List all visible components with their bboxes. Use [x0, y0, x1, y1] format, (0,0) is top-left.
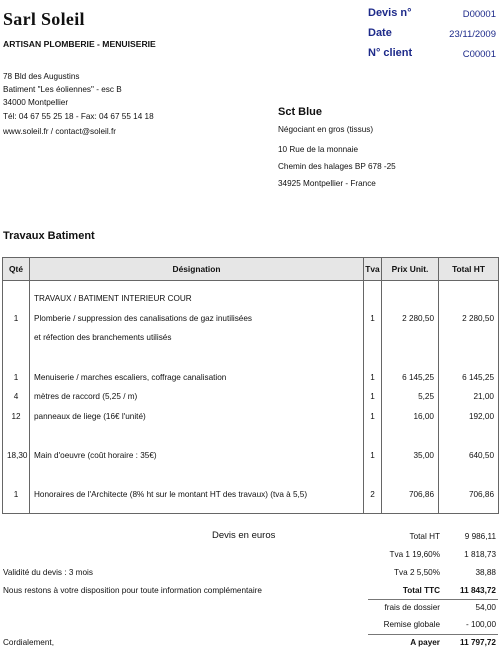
header-qty: Qté: [3, 258, 30, 281]
cell-qty: [3, 505, 30, 514]
cell-unit-price: [382, 426, 439, 446]
total-label: Tva 2 5,50%: [394, 568, 440, 577]
cell-total: [439, 426, 499, 446]
totals-divider: [368, 599, 498, 600]
cell-qty: 1: [3, 309, 30, 329]
client-number-value: C00001: [462, 49, 496, 60]
total-label: Total HT: [409, 532, 440, 541]
cell-unit-price: 5,25: [382, 387, 439, 407]
cell-tva: 1: [364, 387, 382, 407]
cell-designation: Plomberie / suppression des canalisations de gaz inutilisées: [30, 309, 364, 329]
cell-total: 192,00: [439, 407, 499, 427]
cell-qty: 12: [3, 407, 30, 427]
total-label: Remise globale: [383, 620, 440, 629]
cell-designation: TRAVAUX / BATIMENT INTERIEUR COUR: [30, 289, 364, 309]
cell-tva: 1: [364, 407, 382, 427]
cell-designation: mètres de raccord (5,25 / m): [30, 387, 364, 407]
cell-unit-price: [382, 289, 439, 309]
cell-total: 21,00: [439, 387, 499, 407]
cell-total: [439, 328, 499, 348]
table-row: [3, 281, 499, 290]
cell-qty: [3, 328, 30, 348]
total-label: A payer: [410, 638, 440, 647]
cell-tva: [364, 289, 382, 309]
quote-number-label: Devis n°: [368, 7, 412, 19]
total-value: 54,00: [475, 603, 496, 612]
items-table: [2, 257, 499, 514]
cell-unit-price: 6 145,25: [382, 367, 439, 387]
total-label: Total TTC: [402, 586, 440, 595]
table-row: [3, 407, 499, 427]
cell-tva: [364, 348, 382, 368]
table-row: [3, 387, 499, 407]
table-row: [3, 505, 499, 514]
cell-qty: [3, 348, 30, 368]
cell-tva: 1: [364, 367, 382, 387]
cell-qty: [3, 281, 30, 290]
totals-divider: [368, 634, 498, 635]
cell-total: 6 145,25: [439, 367, 499, 387]
table-row: [3, 328, 499, 348]
cell-total: [439, 289, 499, 309]
cell-total: [439, 281, 499, 290]
cell-tva: 1: [364, 309, 382, 329]
client-address-line-3: 34925 Montpellier - France: [278, 179, 376, 188]
company-web-email: www.soleil.fr / contact@soleil.fr: [3, 127, 116, 136]
company-phone-fax: Tél: 04 67 55 25 18 - Fax: 04 67 55 14 18: [3, 112, 154, 121]
client-address-line-1: 10 Rue de la monnaie: [278, 145, 359, 154]
cell-qty: 18,30: [3, 446, 30, 466]
total-value: - 100,00: [465, 620, 496, 629]
client-name: Sct Blue: [278, 106, 323, 118]
cell-tva: 1: [364, 446, 382, 466]
table-row: [3, 348, 499, 368]
cell-unit-price: [382, 465, 439, 485]
date-label: Date: [368, 27, 392, 39]
total-value: 11 843,72: [460, 586, 496, 595]
total-value: 11 797,72: [460, 638, 496, 647]
cell-qty: 1: [3, 367, 30, 387]
table-row: [3, 465, 499, 485]
cell-unit-price: [382, 348, 439, 368]
cell-designation: [30, 505, 364, 514]
closing-note: Cordialement,: [3, 638, 54, 647]
table-header-row: [3, 258, 499, 281]
cell-designation: Main d'oeuvre (coût horaire : 35€): [30, 446, 364, 466]
cell-designation: Menuiserie / marches escaliers, coffrage canalisation: [30, 367, 364, 387]
header-designation: Désignation: [30, 258, 364, 281]
cell-qty: 4: [3, 387, 30, 407]
total-label: Tva 1 19,60%: [389, 550, 440, 559]
cell-qty: 1: [3, 485, 30, 505]
cell-qty: [3, 289, 30, 309]
header-total: Total HT: [439, 258, 499, 281]
company-address-line-2: Batiment "Les éoliennes" - esc B: [3, 85, 122, 94]
table-row: [3, 446, 499, 466]
availability-note: Nous restons à votre disposition pour toute information complémentaire: [3, 586, 262, 595]
cell-unit-price: [382, 328, 439, 348]
header-unit-price: Prix Unit.: [382, 258, 439, 281]
company-address-line-1: 78 Bld des Augustins: [3, 72, 80, 81]
cell-total: [439, 505, 499, 514]
cell-unit-price: 2 280,50: [382, 309, 439, 329]
cell-designation: [30, 426, 364, 446]
cell-tva: [364, 426, 382, 446]
cell-designation: [30, 281, 364, 290]
cell-total: [439, 465, 499, 485]
cell-unit-price: [382, 281, 439, 290]
header-tva: Tva: [364, 258, 382, 281]
cell-total: 640,50: [439, 446, 499, 466]
table-row: [3, 289, 499, 309]
company-name: Sarl Soleil: [3, 9, 85, 29]
cell-tva: 2: [364, 485, 382, 505]
company-address-line-3: 34000 Montpellier: [3, 98, 69, 107]
cell-unit-price: [382, 505, 439, 514]
date-value: 23/11/2009: [449, 29, 496, 40]
cell-qty: [3, 465, 30, 485]
section-title: Travaux Batiment: [3, 230, 95, 242]
client-address-line-2: Chemin des halages BP 678 -25: [278, 162, 396, 171]
cell-unit-price: 706,86: [382, 485, 439, 505]
cell-tva: [364, 328, 382, 348]
cell-unit-price: 35,00: [382, 446, 439, 466]
currency-note: Devis en euros: [212, 530, 276, 541]
table-row: [3, 309, 499, 329]
table-row: [3, 367, 499, 387]
quote-number-value: D00001: [462, 9, 496, 20]
company-activity: ARTISAN PLOMBERIE - MENUISERIE: [3, 39, 156, 49]
total-value: 9 986,11: [464, 532, 496, 541]
table-row: [3, 426, 499, 446]
cell-total: 2 280,50: [439, 309, 499, 329]
client-description: Négociant en gros (tissus): [278, 125, 374, 134]
cell-tva: [364, 281, 382, 290]
total-label: frais de dossier: [384, 603, 440, 612]
cell-total: [439, 348, 499, 368]
cell-designation: [30, 348, 364, 368]
table-row: [3, 485, 499, 505]
cell-tva: [364, 465, 382, 485]
validity-note: Validité du devis : 3 mois: [3, 568, 93, 577]
cell-qty: [3, 426, 30, 446]
cell-designation: panneaux de liege (16€ l'unité): [30, 407, 364, 427]
total-value: 38,88: [475, 568, 496, 577]
total-value: 1 818,73: [464, 550, 496, 559]
cell-tva: [364, 505, 382, 514]
cell-unit-price: 16,00: [382, 407, 439, 427]
cell-designation: [30, 465, 364, 485]
cell-designation: Honoraires de l'Architecte (8% ht sur le montant HT des travaux) (tva à 5,5): [30, 485, 364, 505]
client-number-label: N° client: [368, 47, 413, 59]
cell-designation: et réfection des branchements utilisés: [30, 328, 364, 348]
cell-total: 706,86: [439, 485, 499, 505]
